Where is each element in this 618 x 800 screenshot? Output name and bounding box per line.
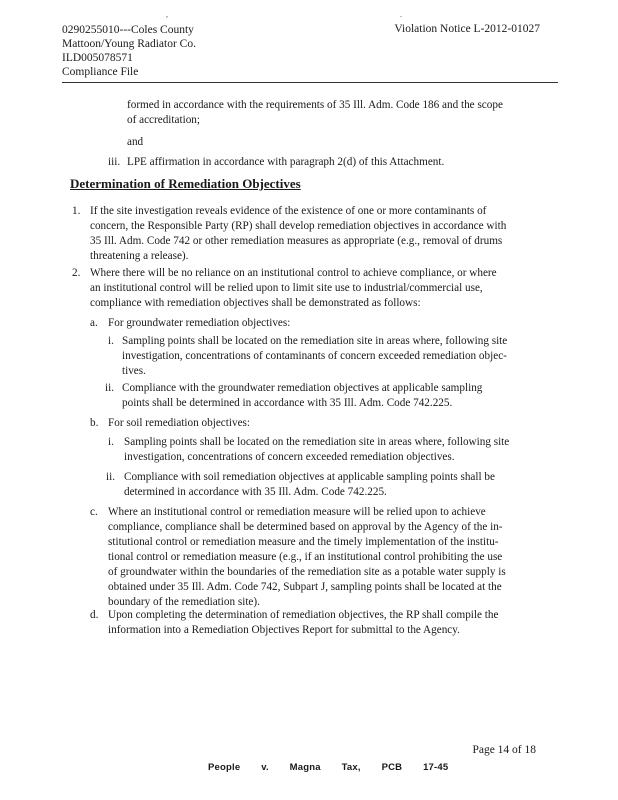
continuation-line: of accreditation; bbox=[127, 114, 200, 126]
item-a-ii-line: Compliance with the groundwater remediation objectives at applicable sampling bbox=[122, 382, 483, 394]
item-1-line: concern, the Responsible Party (RP) shall develop remediation objectives in accordance with bbox=[90, 220, 507, 232]
header-line-4: Compliance File bbox=[62, 66, 139, 78]
item-a-ii-label: ii. bbox=[105, 382, 115, 394]
item-c-line: obtained under 35 Ill. Adm. Code 742, Subpart J, sampling points shall be located at the bbox=[108, 581, 502, 593]
item-a-text: For groundwater remediation objectives: bbox=[108, 317, 291, 329]
item-b-i-line: investigation, concentrations of concern exceeded remediation objectives. bbox=[124, 451, 455, 463]
page-number: Page 14 of 18 bbox=[472, 744, 536, 756]
item-b-i-label: i. bbox=[108, 436, 114, 448]
footer-case-caption bbox=[208, 762, 466, 773]
footer-v: v. bbox=[261, 762, 269, 773]
scan-mark: . bbox=[400, 10, 402, 19]
item-c-line: stitutional control or remediation measure and the timely implementation of the institu- bbox=[108, 536, 499, 548]
header-left bbox=[62, 23, 196, 79]
item-b-i-line: Sampling points shall be located on the remediation site in areas where, following site bbox=[124, 436, 510, 448]
footer-tax: Tax, bbox=[341, 762, 361, 773]
item-c-label: c. bbox=[90, 506, 98, 518]
scan-mark: , bbox=[166, 10, 168, 19]
item-a-ii-line: points shall be determined in accordance with 35 Ill. Adm. Code 742.225. bbox=[122, 397, 453, 409]
item-2-line: compliance with remediation objectives shall be demonstrated as follows: bbox=[90, 297, 421, 309]
item-d-line: information into a Remediation Objectives Report for submittal to the Agency. bbox=[108, 624, 460, 636]
header-line-2: Mattoon/Young Radiator Co. bbox=[62, 38, 196, 50]
item-a-label: a. bbox=[90, 317, 98, 329]
header-right-violation-notice: Violation Notice L-2012-01027 bbox=[394, 23, 540, 35]
item-b-label: b. bbox=[90, 417, 99, 429]
header-divider bbox=[62, 82, 558, 83]
item-2-line: an institutional control will be relied upon to limit site use to industrial/commercial use, bbox=[90, 282, 483, 294]
item-a-i-line: tives. bbox=[122, 365, 146, 377]
header-line-1: 0290255010---Coles County bbox=[62, 24, 194, 36]
footer-num: 17-45 bbox=[423, 762, 449, 773]
item-b-ii-label: ii. bbox=[106, 471, 116, 483]
item-a-i-label: i. bbox=[108, 335, 114, 347]
item-1-line: threatening a release). bbox=[90, 250, 189, 262]
item-c-line: boundary of the remediation site). bbox=[108, 596, 260, 608]
item-b-ii-line: Compliance with soil remediation objectives at applicable sampling points shall be bbox=[124, 471, 495, 483]
header-line-3: ILD005078571 bbox=[62, 52, 133, 64]
item-a-i-line: Sampling points shall be located on the remediation site in areas where, following site bbox=[122, 335, 508, 347]
item-iii-label: iii. bbox=[108, 156, 121, 168]
item-1-line: 35 Ill. Adm. Code 742 or other remediation measures as appropriate (e.g., removal of drums bbox=[90, 235, 503, 247]
section-heading: Determination of Remediation Objectives bbox=[70, 176, 301, 191]
item-2-label: 2. bbox=[72, 267, 81, 279]
item-a-i-line: investigation, concentrations of contaminants of concern exceeded remediation objec- bbox=[122, 350, 507, 362]
item-b-ii-line: determined in accordance with 35 Ill. Adm. Code 742.225. bbox=[124, 486, 387, 498]
item-d-label: d. bbox=[90, 609, 99, 621]
item-c-line: compliance, compliance shall be determined based on approval by the Agency of the in- bbox=[108, 521, 503, 533]
item-2-line: Where there will be no reliance on an institutional control to achieve compliance, or where bbox=[90, 267, 497, 279]
and-word: and bbox=[127, 136, 144, 148]
item-iii-text: LPE affirmation in accordance with paragraph 2(d) of this Attachment. bbox=[127, 156, 445, 168]
item-1-line: If the site investigation reveals evidence of the existence of one or more contaminants of bbox=[90, 205, 487, 217]
item-c-line: tional control or remediation measure (e.g., if an institutional control prohibiting the use bbox=[108, 551, 503, 563]
footer-pcb: PCB bbox=[381, 762, 403, 773]
item-c-line: Where an institutional control or remediation measure will be relied upon to achieve bbox=[108, 506, 486, 518]
item-d-line: Upon completing the determination of remediation objectives, the RP shall compile the bbox=[108, 609, 499, 621]
item-1-label: 1. bbox=[72, 205, 81, 217]
item-c-line: of groundwater within the boundaries of the remediation site as a potable water supply is bbox=[108, 566, 506, 578]
footer-magna: Magna bbox=[289, 762, 321, 773]
item-b-text: For soil remediation objectives: bbox=[108, 417, 250, 429]
continuation-line: formed in accordance with the requirements of 35 Ill. Adm. Code 186 and the scope bbox=[127, 99, 503, 111]
footer-people: People bbox=[208, 762, 241, 773]
